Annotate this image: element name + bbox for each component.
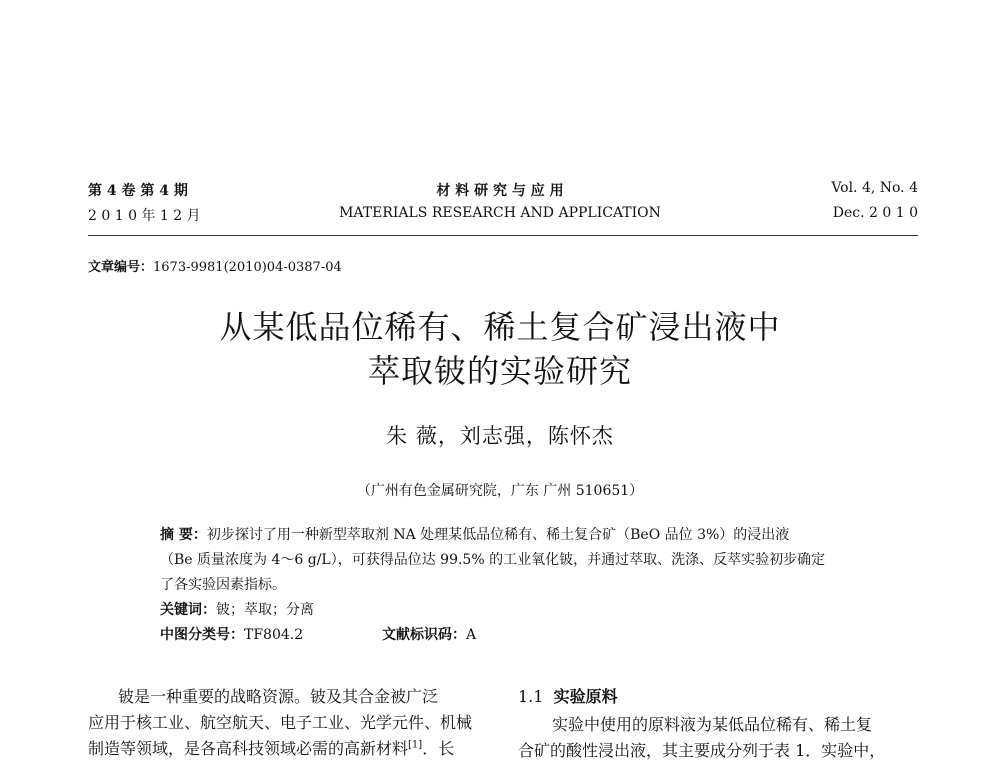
document-code-value: A [466,627,477,643]
paper-title-line-2: 萃取铍的实验研究 [367,352,632,390]
journal-name-en: MATERIALS RESEARCH AND APPLICATION [339,205,661,221]
keywords-label: 关键词： [160,602,216,618]
abstract-label: 摘 要： [160,527,207,543]
journal-date-cn: 2 0 1 0 年 1 2 月 [88,208,201,224]
article-number-value: 1673-9981(2010)04-0387-04 [153,260,342,275]
journal-volume-en: Vol. 4, No. 4 [831,180,918,196]
body-right-line-2: 合矿的酸性浸出液，其主要成分列于表 1．实验中， [518,741,886,760]
body-right-line-1: 实验中使用的原料液为某低品位稀有、稀土复 [552,715,873,734]
journal-name-cn: 材 料 研 究 与 应 用 [436,183,564,199]
article-number-label: 文章编号： [88,260,154,275]
classification-label: 中图分类号： [160,627,244,643]
body-left-line-3-text: 制造等领域，是各高科技领域必需的高新材料 [88,739,409,758]
journal-date-en: Dec. 2 0 1 0 [832,205,918,221]
paper-title-line-1: 从某低品位稀有、稀土复合矿浸出液中 [219,308,781,346]
classification-value: TF804.2 [244,627,304,643]
document-code-label: 文献标识码： [382,627,466,643]
abstract-line-2: （Be 质量浓度为 4～6 g/L），可获得品位达 99.5% 的工业氧化铍，并通过萃取、洗涤、反萃实验初步确定 [160,552,826,568]
classification [160,624,303,644]
keywords [160,599,314,619]
abstract-line-1 [160,524,789,544]
affiliation: （广州有色金属研究院，广东 广州 510651） [356,483,644,499]
journal-issue-cn: 第 4 卷 第 4 期 [88,183,188,199]
citation-ref: [1] [408,739,423,751]
article-number [88,256,342,275]
abstract-text-1: 初步探讨了用一种新型萃取剂 NA 处理某低品位稀有、稀土复合矿（BeO 品位 3%）的浸出液 [206,527,790,543]
keywords-value: 铍；萃取；分离 [216,602,314,618]
section-title: 实验原料 [553,687,618,706]
body-left-line-3-tail: ．长 [422,739,455,758]
body-left-line-1: 铍是一种重要的战略资源。铍及其合金被广泛 [118,687,439,706]
document-code [382,624,476,644]
body-left-line-3 [88,736,454,759]
header-rule [88,235,918,236]
section-heading [518,684,618,707]
section-number: 1.1 [518,687,544,706]
authors: 朱 薇，刘志强，陈怀杰 [386,424,614,448]
body-left-line-2: 应用于核工业、航空航天、电子工业、光学元件、机械 [88,713,473,732]
abstract-line-3: 了各实验因素指标。 [160,577,286,593]
